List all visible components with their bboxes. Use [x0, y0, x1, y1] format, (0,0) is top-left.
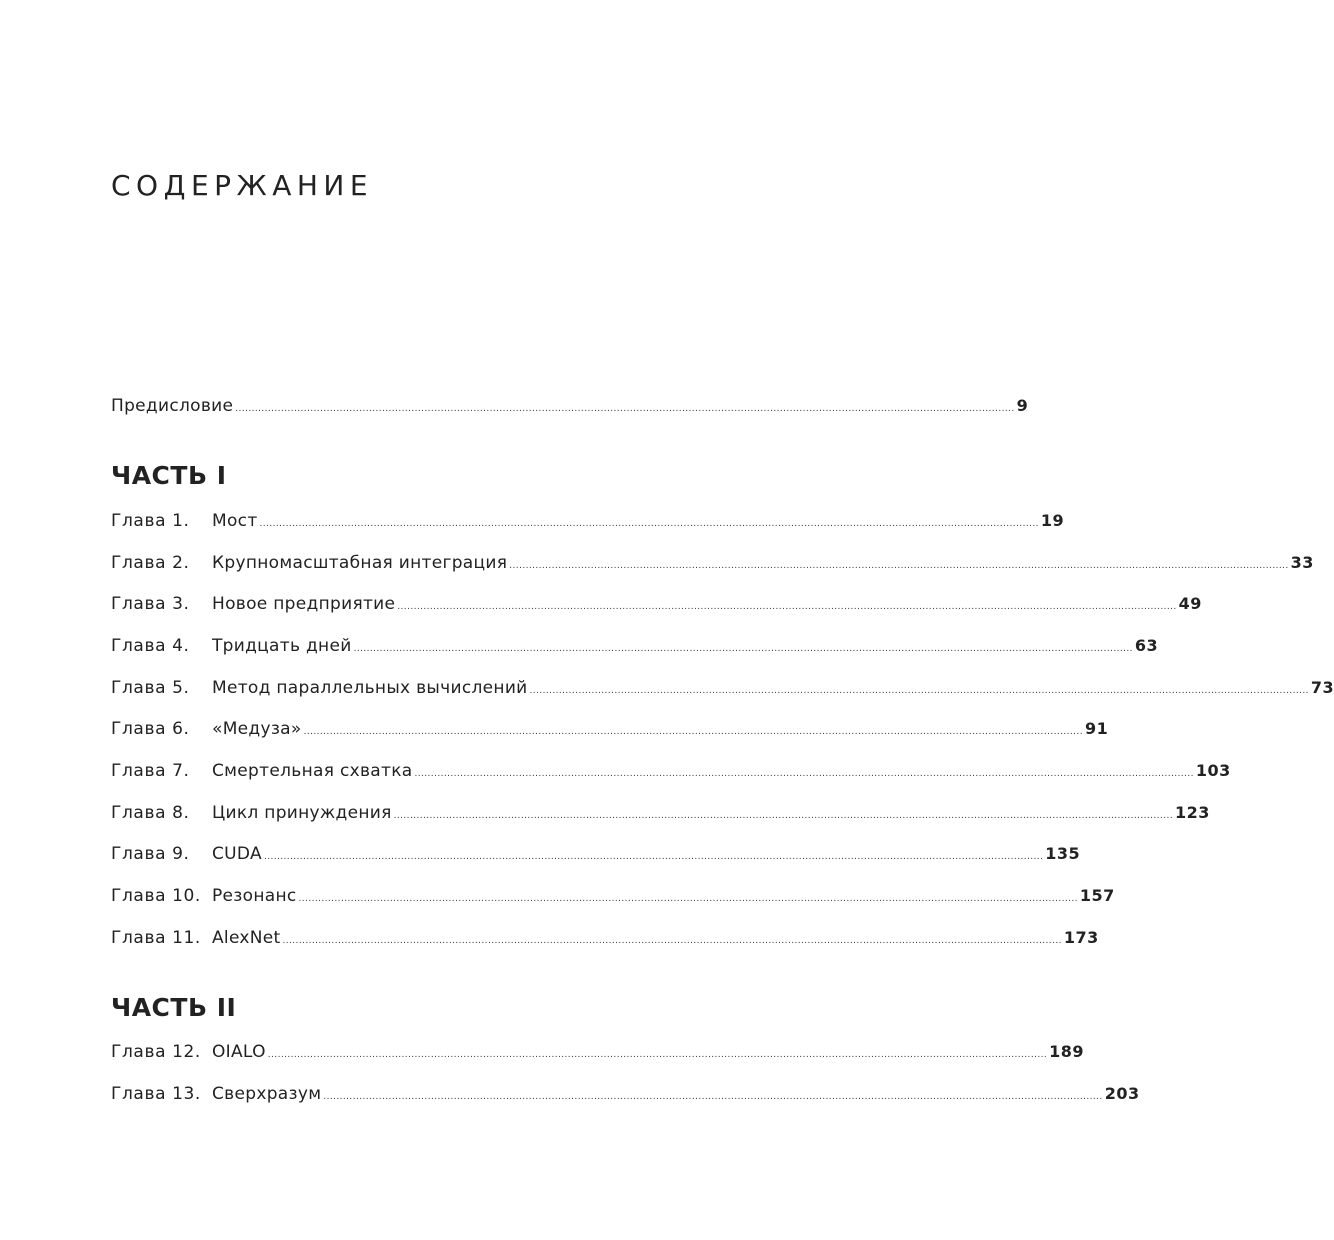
chapter-title: Смертельная схватка [212, 761, 413, 781]
chapter-number: Глава 6. [111, 719, 190, 739]
chapter-page: 173 [1063, 928, 1099, 947]
chapter-page: 157 [1079, 886, 1115, 905]
toc-entry[interactable] [111, 1042, 1085, 1065]
toc-entry[interactable] [111, 594, 1202, 617]
chapter-title: Резонанс [212, 886, 297, 906]
chapter-number: Глава 10. [111, 886, 201, 906]
dot-leader: ............................................................................................................................................................................................................................................... [414, 769, 1194, 779]
toc-entry[interactable] [111, 928, 1099, 951]
chapter-number: Глава 1. [111, 511, 190, 531]
chapter-page: 123 [1174, 803, 1210, 822]
chapter-number: Глава 11. [111, 928, 201, 948]
chapter-number: Глава 9. [111, 844, 190, 864]
chapter-title: Новое предприятие [212, 594, 396, 614]
toc-entry[interactable] [111, 636, 1159, 659]
chapter-page: 203 [1104, 1084, 1140, 1103]
toc-entry[interactable] [111, 678, 1334, 701]
dot-leader: ............................................................................................................................................................................................................................................... [303, 727, 1083, 737]
dot-leader: ............................................................................................................................................................................................................................................... [529, 686, 1309, 696]
dot-leader: ............................................................................................................................................................................................................................................... [259, 519, 1039, 529]
dot-leader: ............................................................................................................................................................................................................................................... [393, 811, 1173, 821]
chapter-number: Глава 7. [111, 761, 190, 781]
toc-entry-preface[interactable] [111, 396, 1029, 419]
part-heading: ЧАСТЬ II [111, 993, 237, 1022]
toc-entry[interactable] [111, 1084, 1140, 1107]
chapter-number: Глава 2. [111, 553, 190, 573]
chapter-title: AlexNet [212, 928, 281, 948]
chapter-page: 73 [1310, 678, 1334, 697]
toc-entry[interactable] [111, 803, 1210, 826]
chapter-page: 135 [1045, 844, 1081, 863]
chapter-number: Глава 12. [111, 1042, 201, 1062]
chapter-number: Глава 3. [111, 594, 190, 614]
toc-entry[interactable] [111, 511, 1065, 534]
chapter-number: Глава 8. [111, 803, 190, 823]
chapter-page: 63 [1134, 636, 1159, 655]
toc-entry-page: 9 [1016, 396, 1029, 415]
dot-leader: ............................................................................................................................................................................................................................................... [263, 852, 1044, 862]
chapter-title: CUDA [212, 844, 262, 864]
part-heading: ЧАСТЬ I [111, 461, 227, 490]
dot-leader: ............................................................................................................................................................................................................................................... [235, 404, 1015, 414]
dot-leader: ............................................................................................................................................................................................................................................... [267, 1050, 1048, 1060]
chapter-title: Сверхразум [212, 1084, 322, 1104]
chapter-number: Глава 5. [111, 678, 190, 698]
toc-entry[interactable] [111, 844, 1081, 867]
dot-leader: ............................................................................................................................................................................................................................................... [397, 602, 1177, 612]
chapter-page: 103 [1195, 761, 1231, 780]
toc-entry[interactable] [111, 761, 1231, 784]
page-title: СОДЕРЖАНИЕ [111, 169, 374, 202]
chapter-number: Глава 4. [111, 636, 190, 656]
chapter-page: 49 [1178, 594, 1202, 613]
dot-leader: ............................................................................................................................................................................................................................................... [509, 561, 1289, 571]
chapter-page: 189 [1049, 1042, 1085, 1061]
dot-leader: ............................................................................................................................................................................................................................................... [298, 894, 1078, 904]
chapter-number: Глава 13. [111, 1084, 201, 1104]
dot-leader: ............................................................................................................................................................................................................................................... [282, 936, 1062, 946]
toc-entry[interactable] [111, 553, 1314, 576]
toc-entry[interactable] [111, 719, 1109, 742]
chapter-page: 19 [1040, 511, 1065, 530]
chapter-title: «Медуза» [212, 719, 302, 739]
chapter-title: Крупномасштабная интеграция [212, 553, 508, 573]
toc-entry-title: Предисловие [111, 396, 234, 416]
chapter-title: Метод параллельных вычислений [212, 678, 528, 698]
chapter-page: 91 [1084, 719, 1109, 738]
chapter-title: Тридцать дней [212, 636, 352, 656]
dot-leader: ............................................................................................................................................................................................................................................... [353, 644, 1133, 654]
dot-leader: ............................................................................................................................................................................................................................................... [323, 1092, 1103, 1102]
chapter-title: Цикл принуждения [212, 803, 392, 823]
chapter-page: 33 [1290, 553, 1314, 572]
toc-entry[interactable] [111, 886, 1115, 909]
chapter-title: Мост [212, 511, 258, 531]
chapter-title: OIALO [212, 1042, 266, 1062]
